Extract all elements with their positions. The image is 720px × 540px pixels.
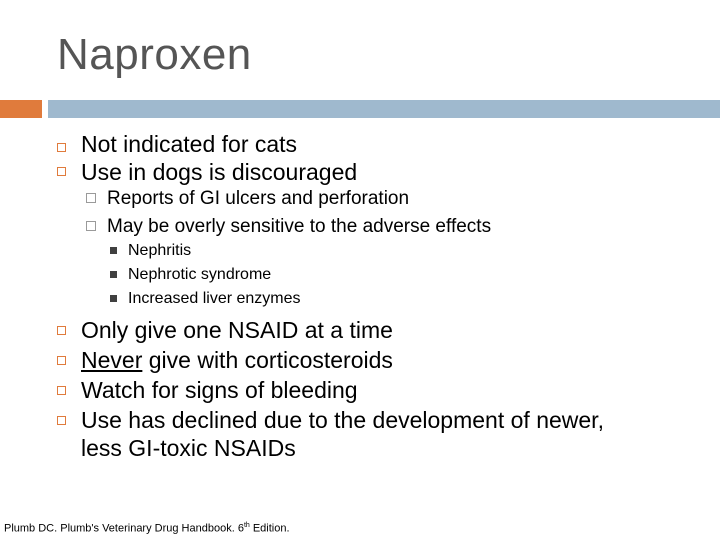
checkbox-bullet-icon (86, 221, 96, 231)
square-bullet-icon (57, 326, 66, 335)
bullet-text: Watch for signs of bleeding (81, 377, 358, 403)
citation-text-end: Edition. (249, 522, 290, 535)
sub-bullet-text: May be overly sensitive to the adverse effects (107, 216, 492, 237)
title-rule-accent (0, 100, 42, 118)
square-bullet-icon (57, 416, 66, 425)
bullet-text: Use has declined due to the development of newer, (81, 407, 604, 433)
sub-sub-bullet-text: Increased liver enzymes (128, 290, 301, 307)
checkbox-bullet-icon (86, 193, 96, 203)
bullet-text: Not indicated for cats (81, 131, 298, 157)
slide-title: Naproxen (57, 30, 252, 79)
citation-text: Plumb DC. Plumb's Veterinary Drug Handbook. 6 (4, 522, 244, 535)
sub-sub-bullet-text: Nephrotic syndrome (128, 266, 272, 283)
underlined-word: Never (81, 347, 143, 373)
square-bullet-icon (57, 167, 66, 176)
bullet-text-continuation: less GI-toxic NSAIDs (81, 435, 296, 461)
bullet-text: Use in dogs is discouraged (81, 159, 358, 185)
square-bullet-icon (57, 143, 66, 152)
bullet-text: Only give one NSAID at a time (81, 317, 393, 343)
bullet-text-rest: give with corticosteroids (142, 347, 393, 373)
filled-square-bullet-icon (110, 247, 117, 254)
filled-square-bullet-icon (110, 271, 117, 278)
bullet-text (81, 347, 393, 374)
filled-square-bullet-icon (110, 295, 117, 302)
citation (4, 522, 290, 535)
square-bullet-icon (57, 386, 66, 395)
sub-sub-bullet-text: Nephritis (128, 242, 192, 259)
title-rule (48, 100, 720, 118)
citation-superscript: th (243, 522, 250, 529)
sub-bullet-text: Reports of GI ulcers and perforation (107, 188, 410, 209)
square-bullet-icon (57, 356, 66, 365)
